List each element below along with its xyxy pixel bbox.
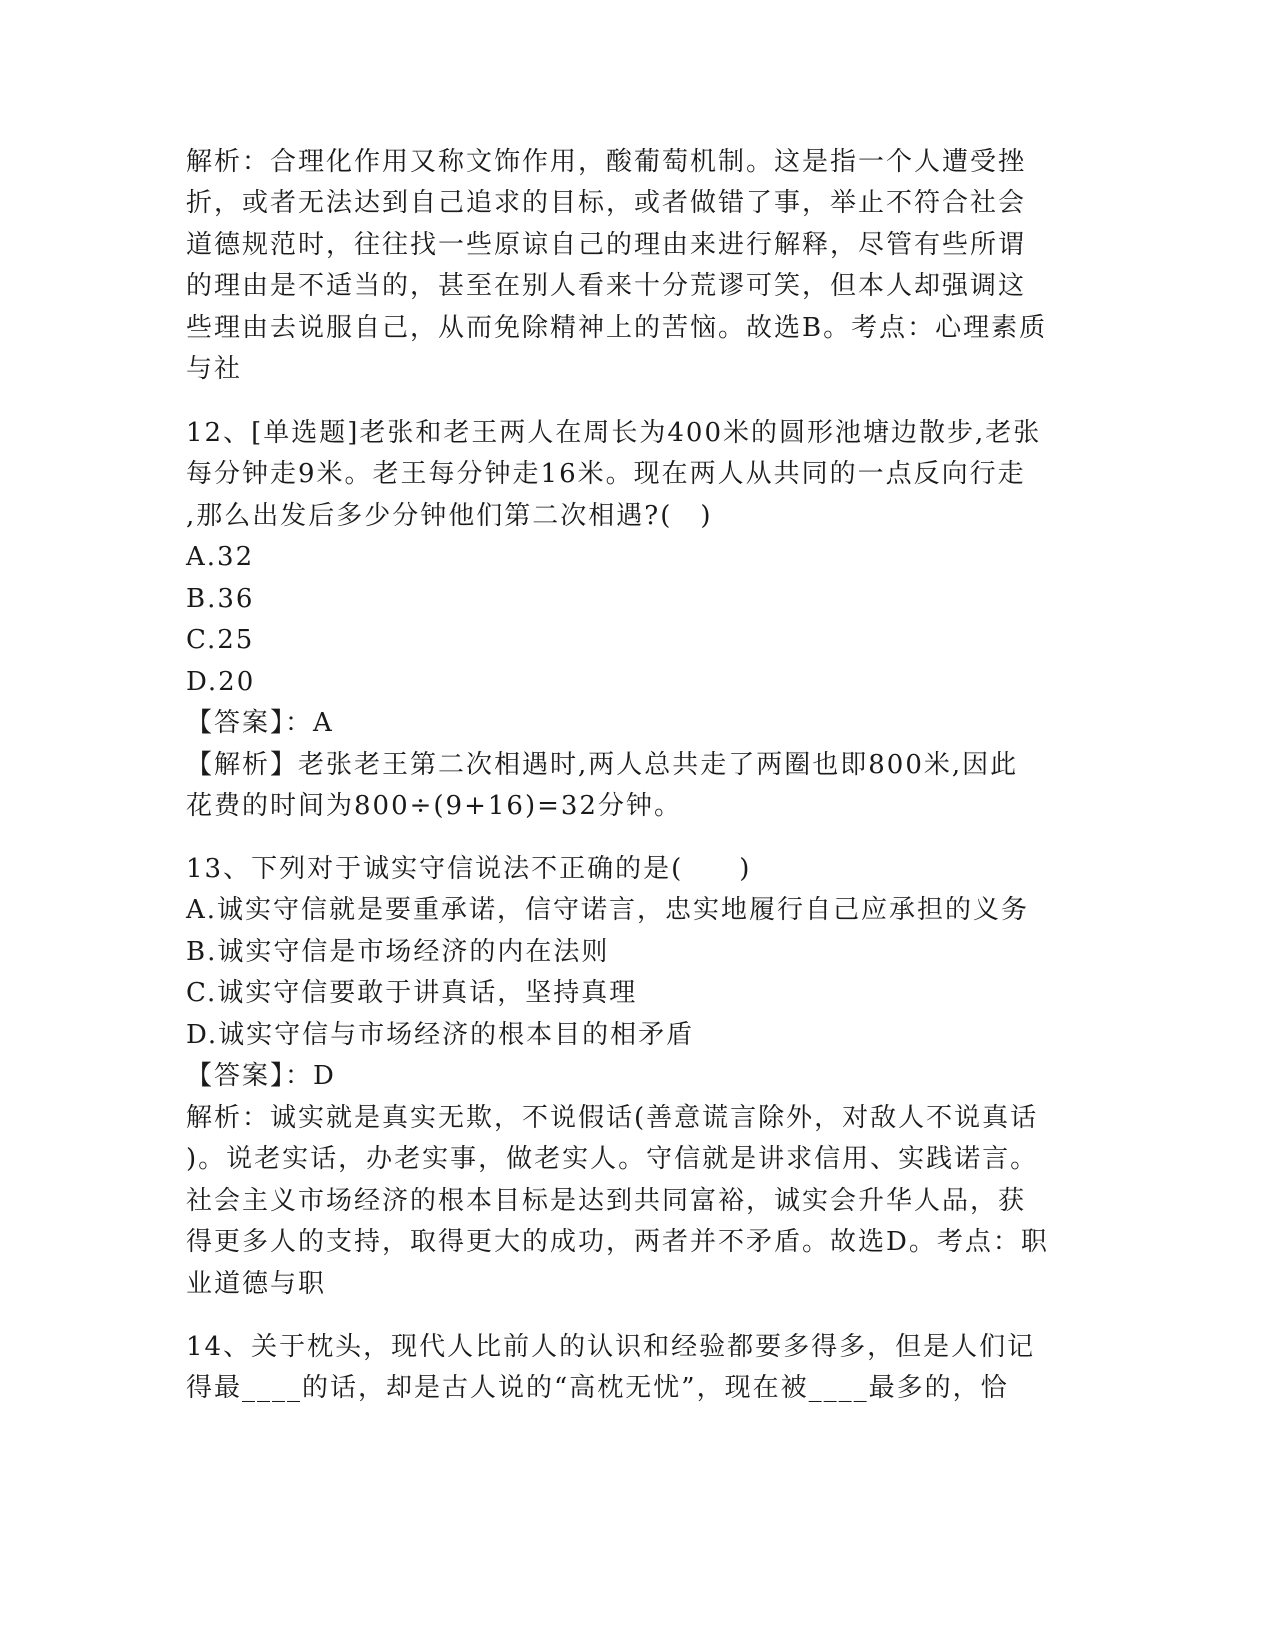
- q11-explanation-line-1: 解析：合理化作用又称文饰作用，酸葡萄机制。这是指一个人遭受挫: [186, 147, 1027, 177]
- q13-option-b: B.诚实守信是市场经济的内在法则: [186, 937, 610, 967]
- q13-explanation-line-2: )。说老实话，办老实事，做老实人。守信就是讲求信用、实践诺言。: [186, 1144, 1039, 1174]
- q13-explanation-line-4: 得更多人的支持，取得更大的成功，两者并不矛盾。故选D。考点：职: [186, 1227, 1049, 1257]
- q11-explanation-line-3: 道德规范时，往往找一些原谅自己的理由来进行解释，尽管有些所谓: [186, 230, 1027, 260]
- q11-explanation-line-6: 与社: [186, 354, 243, 384]
- q12-option-b: B.36: [186, 584, 255, 614]
- q11-explanation-line-5: 些理由去说服自己，从而免除精神上的苦恼。故选B。考点：心理素质: [186, 313, 1048, 343]
- q12-option-a: A.32: [186, 542, 255, 572]
- q14-stem-line-2: 得最____的话，却是古人说的“高枕无忧”，现在被____最多的，恰: [186, 1373, 1009, 1403]
- q12-explanation-line-1: 【解析】老张老王第二次相遇时,两人总共走了两圈也即800米,因此: [186, 750, 1019, 780]
- q13-explanation-line-3: 社会主义市场经济的根本目标是达到共同富裕，诚实会升华人品，获: [186, 1186, 1027, 1216]
- q14-stem-line-1: 14、关于枕头，现代人比前人的认识和经验都要多得多，但是人们记: [186, 1332, 1036, 1362]
- q13-explanation-line-5: 业道德与职: [186, 1269, 327, 1299]
- q13-option-c: C.诚实守信要敢于讲真话，坚持真理: [186, 978, 638, 1008]
- q12-option-c: C.25: [186, 625, 255, 655]
- q12-stem-line-1: 12、[单选题]老张和老王两人在周长为400米的圆形池塘边散步,老张: [186, 418, 1042, 448]
- q12-option-d: D.20: [186, 667, 256, 697]
- q13-answer: 【答案】：D: [186, 1061, 336, 1091]
- q12-explanation-line-2: 花费的时间为800÷(9+16)=32分钟。: [186, 791, 682, 821]
- q11-explanation-line-2: 折，或者无法达到自己追求的目标，或者做错了事，举止不符合社会: [186, 188, 1027, 218]
- q12-answer: 【答案】：A: [186, 708, 334, 738]
- q13-explanation-line-1: 解析：诚实就是真实无欺，不说假话(善意谎言除外，对敌人不说真话: [186, 1103, 1039, 1133]
- q12-stem-line-3: ,那么出发后多少分钟他们第二次相遇?( ): [186, 501, 713, 531]
- q11-explanation-line-4: 的理由是不适当的，甚至在别人看来十分荒谬可笑，但本人却强调这: [186, 271, 1027, 301]
- q13-option-d: D.诚实守信与市场经济的根本目的相矛盾: [186, 1020, 695, 1050]
- q13-stem: 13、下列对于诚实守信说法不正确的是( ): [186, 854, 752, 884]
- q13-option-a: A.诚实守信就是要重承诺，信守诺言，忠实地履行自己应承担的义务: [186, 895, 1030, 925]
- q12-stem-line-2: 每分钟走9米。老王每分钟走16米。现在两人从共同的一点反向行走: [186, 459, 1026, 489]
